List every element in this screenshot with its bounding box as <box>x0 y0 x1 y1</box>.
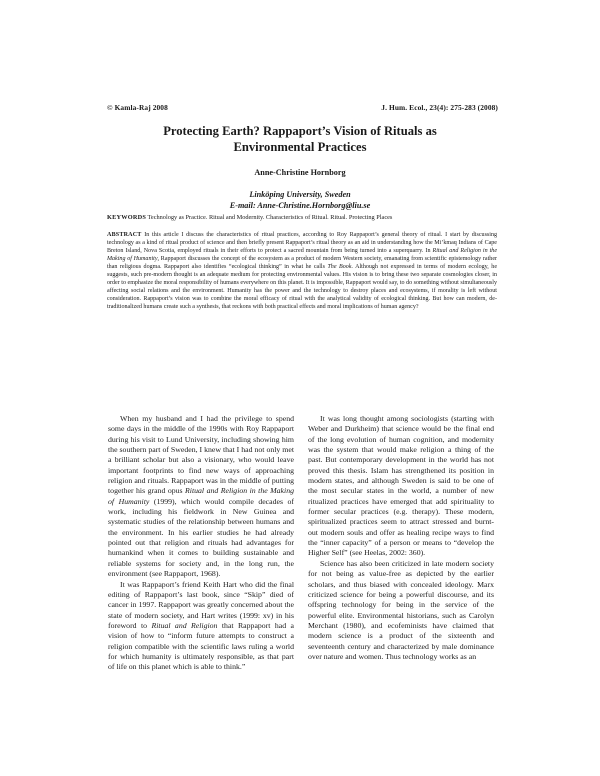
keywords <box>107 214 497 222</box>
body-text: (1999), which would compile decades of work, including his fieldwork in New Guinea and systematic studies of the relationship between humans and the environment. In his earlier studies he had already pointed out that religion and rituals had advantages for humankind when it comes to building sustainable and reliable systems for society and, in the long run, the environment (see Rappaport, 1968). <box>108 496 295 579</box>
body-column-right <box>308 414 494 662</box>
book-title: Ritual and Religion in the Making of Humanity <box>108 486 294 506</box>
keywords-label: KEYWORDS <box>107 214 147 221</box>
abstract-book-reference: The Book <box>327 264 352 271</box>
body-text: When my husband and I had the privilege to spend some days in the middle of the 1990s with Roy Rappaport during his visit to Lund University, including showing him the southern part of Sweden, I knew that I had not only met a brilliant scholar but also a visionary, who would leave important footprints to find new ways of approaching religion and rituals. Rappaport was in the middle of putting together his grand opus <box>108 414 294 496</box>
body-text: It was Rappaport’s friend Keith Hart who did the final editing of Rappaport’s last book, since “Skip” died of cancer in 1997. Rappaport was greatly concerned about the state of modern society, and Hart writes (1999: xv) in his foreword to <box>108 579 294 630</box>
abstract-text: In this article I discuss the characteristics of ritual practices, according to Roy Rappaport’s general theory of ritual. I start by discussing technology as a kind of ritual product of science and then briefly present Rappaport’s ritual theory as an aid in understanding how the Mi’kmaq Indians of Cape Breton Island, Nova Scotia, employed rituals in their efforts to protect a sacred mountain from being turned into a superquarry. In <box>107 232 498 255</box>
copyright-header: © Kamla-Raj 2008 <box>107 103 168 112</box>
book-title: Ritual and Religion <box>151 620 218 630</box>
institution: Linköping University, Sweden <box>249 190 351 199</box>
abstract-label: ABSTRACT <box>107 232 142 238</box>
body-paragraph: It was long thought among sociologists (starting with Weber and Durkheim) that science would be the final end of the long evolution of human cognition, and modernity was the system that would make religion a thing of the past. But contemporary development in the world has not proved this thesis. Islam has strengthened its position in modern states, and although Sweden is said to be one of the most secular states in the world, a number of new ritualized practices have emerged that add spirituality to former secular practices (e.g. therapy). These modern, spiritualized practices seem to attract stressed and burnt-out modern souls and offer as healing recipe ways to find the “inner capacity” of a person or means to “develop the Higher Self” (see Heelas, 2002: 360). <box>308 414 494 558</box>
title-line-2: Environmental Practices <box>233 140 367 154</box>
abstract <box>107 231 497 311</box>
title-line-1: Protecting Earth? Rappaport’s Vision of Rituals as <box>163 124 437 138</box>
body-column-left <box>108 414 294 673</box>
body-paragraph: Science has also been criticized in late modern society for not being as value-free as depicted by the earlier scholars, and thus biased with concealed ideology. Marx criticized science for being a powerful discourse, and its offspring technology for being in the service of the powerful elite. Environmental historians, such as Carolyn Merchant (1980), and ecofeminists have claimed that modern science is a product of the sixteenth and seventeenth century and characterized by male dominance over nature and women. Thus technology works as an <box>308 558 494 661</box>
body-paragraph <box>108 414 294 580</box>
abstract-text: , Rappaport discusses the concept of the ecosystem as a product of modern Western society, emanating from scientific epistemology rather than religious dogma. Rappaport also identifies “ecological thinking” in what he calls <box>107 256 498 271</box>
abstract-book-title: Ritual and Religion in the Making of Humanity <box>107 248 498 263</box>
keywords-text: Technology as Practice. Ritual and Modernity. Characteristics of Ritual. Ritual. Protecting Places <box>147 214 393 221</box>
article-title <box>100 123 500 155</box>
author-name: Anne-Christine Hornborg <box>254 168 346 177</box>
author-affiliation <box>100 189 500 211</box>
abstract-text: . Although not expressed in terms of modern ecology, he suggests, such pre-modern thought is an adequate medium for protecting environmental values. His vision is to bring these two separate cosmologies closer, in order to emphasize the moral responsibility of humans everywhere on this planet. It is impossible, Rappaport would say, to do something without simultaneously affecting social relations and the environment. Humanity has the power and the technology to destroy places and ecosystems, if morality is left without consideration. Rappaport’s vision was to combine the moral efficacy of ritual with the analytical validity of ecological thinking. But how can modern, de-traditionalized humans create such a synthesis, that reckons with both practical effects and moral implications of human agency? <box>107 264 498 311</box>
body-text: that Rappaport had a vision of how to “inform future attempts to construct a religion compatible with the scientific laws ruling a world for which humanity is ultimately responsible, as that part of life on this planet which is able to think.” <box>108 620 294 672</box>
journal-citation-header: J. Hum. Ecol., 23(4): 275-283 (2008) <box>381 103 498 112</box>
body-paragraph <box>108 580 294 673</box>
author-email: E-mail: Anne-Christine.Hornborg@liu.se <box>229 201 371 210</box>
